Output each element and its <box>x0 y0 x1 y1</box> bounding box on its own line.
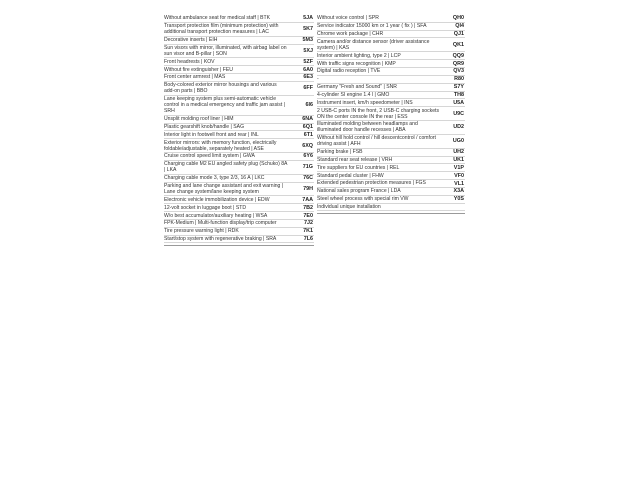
equipment-code: U9C <box>453 110 464 117</box>
equipment-code: QJ1 <box>453 31 464 38</box>
equipment-row <box>317 99 465 107</box>
equipment-description: 12-volt socket in luggage boot | STD <box>164 204 247 211</box>
equipment-row <box>317 180 465 188</box>
equipment-code: QV3 <box>453 68 464 75</box>
equipment-description: 2 USB-C ports IN the front, 2 USB-C charging sockets ON the center console IN the rear | ESS <box>317 107 440 120</box>
equipment-description: National sales program France | LDA <box>317 188 401 195</box>
equipment-code: Y0S <box>453 196 464 203</box>
equipment-code: X3A <box>453 188 464 195</box>
equipment-description: Camera and/or distance sensor (driver assistance system) | KAS <box>317 38 430 51</box>
equipment-description: Transport protection film (minimum protection) with additional transport protection measures | LAC <box>164 23 279 36</box>
equipment-code: 5M3 <box>302 37 313 44</box>
equipment-code: R80 <box>454 76 464 83</box>
equipment-code: 6Y6 <box>303 153 313 160</box>
equipment-description: Electronic vehicle immobilization device | EDW <box>164 196 270 203</box>
equipment-description: Parking and lane change assistant and exit warning | Lane change system/lane keeping system <box>164 182 284 196</box>
equipment-row <box>317 172 465 180</box>
equipment-row <box>164 96 314 116</box>
equipment-row <box>164 220 314 228</box>
equipment-row <box>164 58 314 66</box>
equipment-row <box>164 131 314 139</box>
equipment-description: - <box>317 76 319 83</box>
equipment-row <box>317 196 465 204</box>
equipment-description: Parking brake | FSB <box>317 149 363 156</box>
equipment-row <box>317 149 465 157</box>
equipment-description: Decorative inserts | EIH <box>164 37 218 44</box>
equipment-description: FPK-Medium | Multi-function display/trip computer <box>164 220 277 227</box>
equipment-description: Sun visors with mirror, illuminated, with airbag label on sun visor and B-pillar | SON <box>164 44 287 57</box>
equipment-code: 6I6 <box>305 102 313 109</box>
equipment-code: 6T1 <box>303 131 313 138</box>
equipment-code: 7AA <box>302 196 313 203</box>
equipment-code: 5K7 <box>303 26 313 33</box>
equipment-code: 7E0 <box>303 212 313 219</box>
equipment-code: 6A0 <box>303 66 313 73</box>
equipment-row <box>164 228 314 236</box>
equipment-row <box>164 183 314 197</box>
equipment-description: Front headrests | KOV <box>164 58 215 65</box>
equipment-row <box>317 23 465 31</box>
equipment-code: 6NA <box>302 116 313 123</box>
equipment-description: Germany "Fresh and Sound" | SNR <box>317 84 397 91</box>
equipment-row <box>164 175 314 183</box>
equipment-code: S7Y <box>453 84 464 91</box>
equipment-code: 5XJ <box>303 47 313 54</box>
equipment-code: VL1 <box>454 180 464 187</box>
equipment-code: V1P <box>453 164 464 171</box>
equipment-description: Plastic gearshift knob/handle | SAG <box>164 123 245 130</box>
equipment-code: TH8 <box>453 91 464 98</box>
equipment-row <box>164 153 314 161</box>
equipment-description: Digital radio reception | TVE <box>317 68 381 75</box>
equipment-row <box>164 37 314 45</box>
equipment-row <box>317 84 465 92</box>
equipment-row <box>317 204 465 212</box>
equipment-code: UD2 <box>453 124 464 131</box>
equipment-row <box>317 135 465 149</box>
equipment-list-left <box>164 15 314 243</box>
equipment-code: UK1 <box>453 157 464 164</box>
equipment-code: QH0 <box>452 15 464 22</box>
equipment-code: QR9 <box>452 60 464 67</box>
equipment-row <box>317 68 465 76</box>
equipment-row <box>317 38 465 52</box>
equipment-description: Interior light in footwell front and rear | INL <box>164 131 259 138</box>
equipment-code: U5A <box>453 99 464 106</box>
equipment-description: 4-cylinder SI engine 1.4 l | GMO <box>317 91 390 98</box>
equipment-row <box>164 124 314 132</box>
equipment-row <box>317 121 465 135</box>
equipment-row <box>317 92 465 100</box>
equipment-description: Service indicator 15000 km or 1 year ( fix ) | SFA <box>317 23 427 30</box>
equipment-row <box>164 161 314 175</box>
equipment-description: Front center armrest | MAS <box>164 74 226 81</box>
equipment-description: Steel wheel process with special rim VW <box>317 196 409 203</box>
equipment-code: 6Q1 <box>302 123 313 130</box>
equipment-description: Exterior mirrors: with memory function, electrically foldable/adjustable, separately heated | ASE <box>164 139 277 152</box>
equipment-description: Tire pressure warning light | RDK <box>164 228 239 235</box>
equipment-row <box>164 212 314 220</box>
equipment-row <box>164 45 314 59</box>
equipment-description: Illuminated molding between headlamps and illuminated door handle recesses | ABA <box>317 121 418 134</box>
equipment-description: Start/stop system with regenerative braking | SRA <box>164 235 277 242</box>
equipment-code: 79H <box>303 186 313 193</box>
equipment-row <box>164 139 314 153</box>
equipment-row <box>164 66 314 74</box>
equipment-description: Charging cable M2 EU angled safety plug (Schuko) 8A | LKA <box>164 161 288 174</box>
equipment-code: 7B2 <box>303 204 313 211</box>
equipment-description: Unsplit molding roof liner | HIM <box>164 116 234 123</box>
equipment-list-right <box>317 15 465 211</box>
equipment-row <box>164 204 314 212</box>
equipment-description: Standard pedal cluster | FHW <box>317 172 384 179</box>
equipment-code: 5ZF <box>303 58 313 65</box>
equipment-row <box>164 116 314 124</box>
equipment-row <box>164 74 314 82</box>
equipment-code: VF0 <box>454 172 464 179</box>
equipment-code: UG0 <box>452 138 464 145</box>
equipment-code: QQ9 <box>452 52 464 59</box>
equipment-row <box>317 60 465 68</box>
equipment-description: Interior ambient lighting, type 2 | LCP <box>317 52 401 59</box>
equipment-code: QK1 <box>452 41 464 48</box>
equipment-description: With traffic signs recognition | KMP <box>317 60 396 67</box>
equipment-row <box>164 196 314 204</box>
equipment-code: 6FF <box>303 85 313 92</box>
equipment-code: UH2 <box>453 149 464 156</box>
equipment-code: 6XQ <box>302 142 313 149</box>
equipment-row <box>317 52 465 60</box>
equipment-code: 7K1 <box>303 228 313 235</box>
equipment-row <box>317 15 465 23</box>
equipment-description: Standard rear seat release | VRH <box>317 157 393 163</box>
equipment-description: Chrome work package | CHR <box>317 31 384 38</box>
equipment-code: 7L6 <box>303 236 313 242</box>
equipment-code: 7J2 <box>304 220 313 227</box>
equipment-row <box>317 107 465 121</box>
equipment-description: Without fire extinguisher | FEU <box>164 66 233 73</box>
equipment-description: Individual unique installation <box>317 203 381 210</box>
equipment-description: Tire suppliers for EU countries | REL <box>317 164 400 171</box>
equipment-description: Lane keeping system plus semi-automatic vehicle control in a medical emergency and traffic jam assist | SRH <box>164 96 285 115</box>
equipment-row <box>164 15 314 23</box>
equipment-code: 71G <box>302 164 313 171</box>
equipment-description: Extended pedestrian protection measures | FGS <box>317 180 426 187</box>
equipment-code: QI4 <box>455 23 464 30</box>
equipment-row <box>317 31 465 39</box>
equipment-row <box>317 188 465 196</box>
equipment-description: Body-colored exterior mirror housings and various add-on parts | BBO <box>164 82 277 95</box>
equipment-row <box>317 76 465 84</box>
equipment-code: 5JA <box>303 15 313 22</box>
equipment-description: Without ambulance seat for medical staff | BTK <box>164 15 270 22</box>
equipment-row <box>317 157 465 165</box>
equipment-description: Without voice control | SPR <box>317 15 379 22</box>
equipment-description: Charging cable mode 3, type 2/3, 16 A | LKC <box>164 175 265 182</box>
equipment-description: Without hill hold control / hill descentcontrol / comfort driving assist | AFH <box>317 135 436 148</box>
equipment-code: 76C <box>303 175 313 182</box>
equipment-row <box>164 82 314 96</box>
equipment-description: Instrument insert, km/h speedometer | INS <box>317 99 413 106</box>
equipment-description: W/o best accumulator/auxiliary heating | WSA <box>164 212 268 219</box>
equipment-description: Cruise control speed limit system | GWA <box>164 153 255 160</box>
equipment-code: 6E3 <box>303 74 313 81</box>
equipment-row <box>317 164 465 172</box>
equipment-row <box>164 236 314 244</box>
equipment-row <box>164 23 314 37</box>
